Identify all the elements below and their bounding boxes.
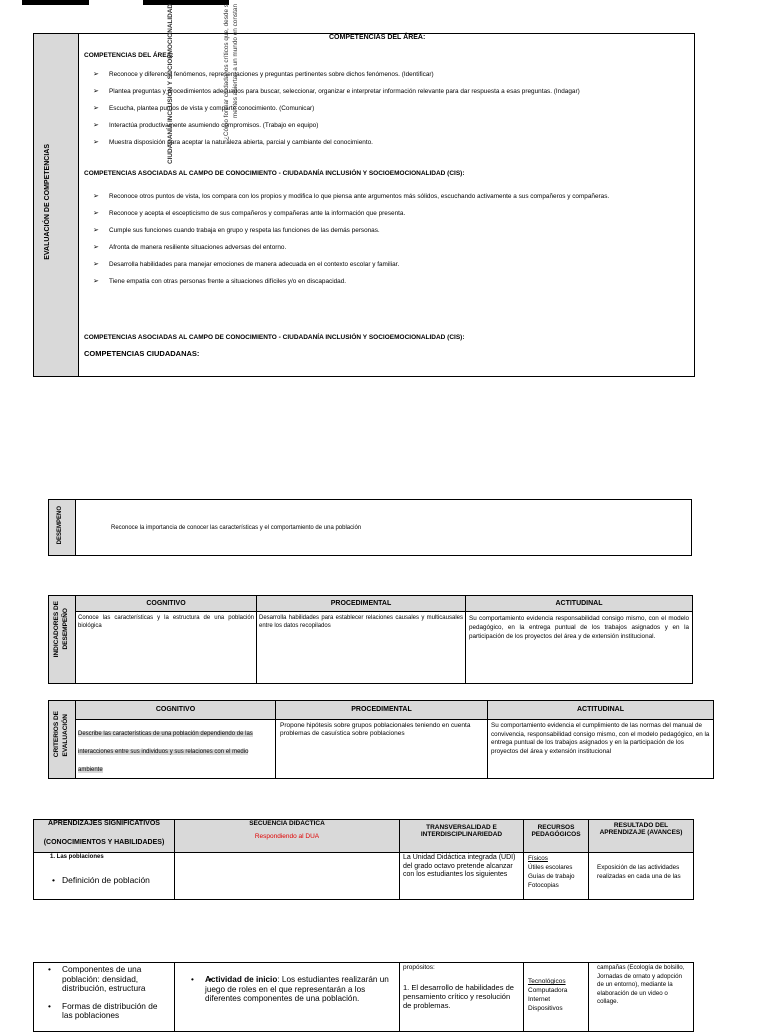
desempeno-text: Reconoce la importancia de conocer las características y el comportamiento de una población — [111, 525, 362, 531]
plan2-rec-item: Internet — [528, 996, 551, 1003]
indicadores-actitudinal-cell: Su comportamiento evidencia responsabilidad consigo mismo, con el modelo pedagógico, en la entrega puntual de los trabajos asignados y en la participación de los proyectos del área y de extensión institucional. — [465, 611, 693, 684]
cis-heading: COMPETENCIAS ASOCIADAS AL CAMPO DE CONOCIMIENTO - CIUDADANÍA INCLUSIÓN Y SOCIOEMOCIONALIDAD (CIS): — [84, 170, 465, 177]
criterios-header-procedimental: PROCEDIMENTAL — [275, 700, 488, 720]
plan2-activity-label: Actividad de inicio — [205, 975, 278, 984]
plan-row1-rec-item: Fotocopias — [528, 882, 559, 889]
cis-heading-2: COMPETENCIAS ASOCIADAS AL CAMPO DE CONOCIMIENTO - CIUDADANÍA INCLUSIÓN Y SOCIOEMOCIONALIDAD (CIS): — [84, 334, 465, 341]
cis-item: ➢ Tiene empatía con otras personas frente a situaciones difíciles y/o en discapacidad. — [79, 278, 689, 286]
criterios-actitudinal-cell: Su comportamiento evidencia el cumplimiento de las normas del manual de convivencia, responsabilidad consigo mismo, con el modelo pedagógico, en la entrega puntual de los trabajos asignados y en la participación de los proyectos del área y extensión institucional — [487, 719, 714, 779]
criterios-header-actitudinal: ACTITUDINAL — [487, 700, 714, 720]
cis-item: ➢ Reconoce otros puntos de vista, los compara con los propios y modifica lo que piensa ante argumentos más sólidos, escuchando activamente a sus compañeros y compañeras. — [79, 193, 689, 201]
cis-item: ➢ Desarrolla habilidades para manejar emociones de manera adecuada en el contexto escolar y familiar. — [79, 261, 689, 269]
indicadores-side-cell — [48, 595, 76, 684]
area-item: ➢ Muestra disposición para aceptar la naturaleza abierta, parcial y cambiante del conocimiento. — [79, 139, 684, 147]
plan2-item: • Componentes de una población: densidad, distribución, estructura — [44, 965, 170, 994]
top-stub-right — [143, 0, 229, 5]
overlay-text-1: CIUDADANÍA INCLUSIÓN Y SOCIOEMOCIONALIDAD — [167, 4, 174, 165]
indicadores-side-label-2: DESEMPEÑO — [62, 608, 69, 650]
plan-row1-rec-item: Guías de trabajo — [528, 873, 575, 880]
cis-list — [79, 193, 689, 295]
plan-row1-recursos — [523, 852, 589, 900]
plan-header-recursos: RECURSOS PEDAGÓGICOS — [523, 819, 589, 853]
criterios-side-label-1: CRITERIOS DE — [53, 711, 60, 758]
area-heading: COMPETENCIAS DEL ÁREA: — [84, 52, 174, 59]
overlay-text-3: mentes abiertas a un mundo en constan — [232, 4, 239, 119]
cis-item: ➢ Cumple sus funciones cuando trabaja en grupo y respeta las funciones de las demás personas. — [79, 227, 689, 235]
indicadores-cognitivo-cell: Conoce las características y la estructura de una población biológica — [75, 611, 257, 684]
plan2-recursos — [523, 962, 589, 1032]
plan-row1-rec-title: Físicos — [528, 855, 548, 862]
cis-item: ➢ Afronta de manera resiliente situaciones adversas del entorno. — [79, 244, 689, 252]
indicadores-procedimental-cell: Desarrolla habilidades para establecer relaciones causales y multicausales entre los datos recopilados — [256, 611, 466, 684]
plan2-aprendizajes — [33, 962, 175, 1032]
indicadores-side-label-1: INDICADORES DE — [53, 601, 60, 658]
desempeno-content-cell — [75, 499, 692, 556]
criterios-side-label-2: EVALUACIÓN — [62, 714, 69, 757]
plan-header-secuencia-title: SECUENCIA DIDÁCTICA — [249, 820, 325, 827]
overlay-text-2: ¿Cómo formar ciudadanos críticos que, desde s — [223, 4, 230, 141]
plan2-trans-1: propósitos: — [403, 964, 435, 971]
competencias-title: COMPETENCIAS DEL ÁREA: — [329, 34, 426, 41]
plan-row1-topic: 1. Las poblaciones — [50, 854, 104, 860]
cis-item: ➢ Reconoce y acepta el escepticismo de sus compañeros y compañeras ante la información que presenta. — [79, 210, 689, 218]
plan-header-aprendizajes — [33, 819, 175, 853]
plan-header-aprendizajes-line2: (CONOCIMIENTOS Y HABILIDADES) — [43, 839, 165, 846]
plan-header-resultado: RESULTADO DEL APRENDIZAJE (AVANCES) — [588, 819, 694, 853]
area-item: ➢ Interactúa productivamente asumiendo compromisos. (Trabajo en equipo) — [79, 122, 684, 130]
plan2-item: • Formas de distribución de las poblaciones — [44, 1002, 170, 1021]
plan2-rec-title: Tecnológicos — [528, 978, 566, 985]
ciudadanas-heading: COMPETENCIAS CIUDADANAS: — [84, 349, 200, 358]
indicadores-header-procedimental: PROCEDIMENTAL — [256, 595, 466, 612]
indicadores-header-actitudinal: ACTITUDINAL — [465, 595, 693, 612]
plan-header-secuencia-sub: Respondiendo al DUA — [254, 833, 320, 840]
plan2-rec-item: Dispositivos — [528, 1005, 563, 1012]
criterios-side-cell — [48, 700, 76, 779]
plan-header-transversalidad: TRANSVERSALIDAD E INTERDISCIPLINARIEDAD — [399, 819, 524, 853]
plan-row1-secuencia — [174, 852, 400, 900]
plan2-transversalidad — [399, 962, 524, 1032]
plan2-rec-item: Computadora — [528, 987, 568, 994]
plan-row1-resultado: Exposición de las actividades realizadas en cada una de las — [588, 852, 694, 900]
plan2-trans-2: 1. El desarrollo de habilidades de pensamiento crítico y resolución de problemas. — [403, 983, 514, 1010]
criterios-cognitivo-text: Describe las características de una población dependiendo de las interacciones entre sus individuos y sus relaciones con el medio ambiente — [78, 731, 253, 773]
plan-header-aprendizajes-line1: APRENDIZAJES SIGNIFICATIVOS — [48, 820, 160, 827]
plan2-secuencia — [174, 962, 400, 1032]
area-item: ➢ Escucha, plantea puntos de vista y comparte conocimiento. (Comunicar) — [79, 105, 684, 113]
competencias-side-cell — [33, 33, 79, 377]
indicadores-header-cognitivo: COGNITIVO — [75, 595, 257, 612]
desempeno-side-cell — [48, 499, 76, 556]
plan-row1-rec-item: Útiles escolares — [528, 864, 573, 871]
plan-header-secuencia — [174, 819, 400, 853]
plan2-activity: • • Actividad de inicio: Los estudiantes realizarán un juego de roles en el que representarán a los diferentes componentes de una población. — [205, 975, 389, 1004]
plan-row1-trans-text: La Unidad Didáctica integrada (UDI) del grado octavo pretende alcanzar con los estudiantes los siguientes — [403, 854, 516, 878]
plan-row1-item: • Definición de población — [48, 875, 150, 885]
plan-row1-aprendizajes — [33, 852, 175, 900]
area-item: ➢ Reconoce y diferencia fenómenos, representaciones y preguntas pertinentes sobre dichos fenómenos. (Identificar) — [79, 71, 684, 79]
desempeno-side-label: DESEMPEÑO — [57, 506, 63, 545]
criterios-cognitivo-cell — [75, 719, 276, 779]
criterios-header-cognitivo: COGNITIVO — [75, 700, 276, 720]
competencias-content-cell — [78, 4, 695, 377]
criterios-procedimental-cell: Propone hipótesis sobre grupos poblacionales teniendo en cuenta problemas de casuística sobre poblaciones — [275, 719, 488, 779]
area-item: ➢ Plantea preguntas y procedimientos adecuados para buscar, seleccionar, organizar e interpretar información relevante para dar respuesta a esas preguntas. (Indagar) — [79, 88, 684, 96]
plan2-resultado: campañas (Ecología de bolsillo, Jornadas de ornato y adopción de un entorno), mediante la elaboración de un video o collage. — [588, 962, 694, 1032]
plan2-activity-text: : Los estudiantes realizarán un juego de roles en el que representarán a los diferentes componentes de una población. — [205, 975, 389, 1003]
competencias-side-label: EVALUACIÓN DE COMPETENCIAS — [44, 144, 51, 260]
plan-row1-transversalidad — [399, 852, 524, 900]
top-stub-left — [22, 0, 89, 5]
